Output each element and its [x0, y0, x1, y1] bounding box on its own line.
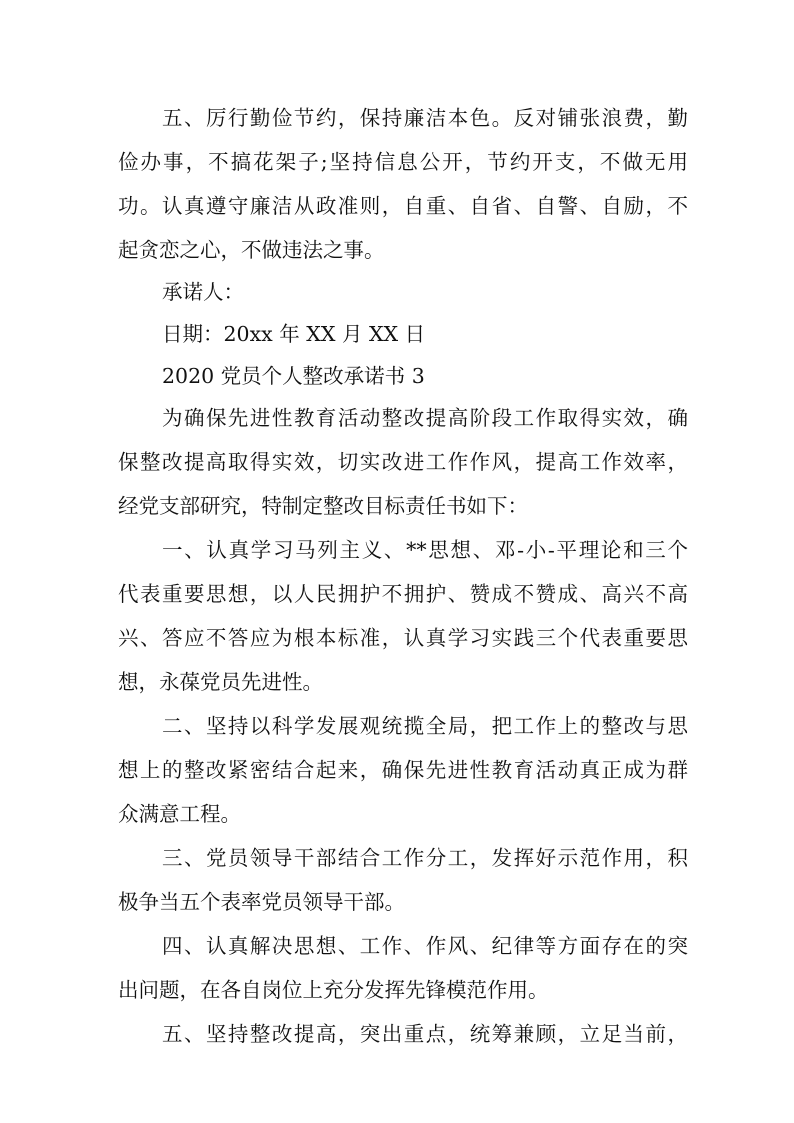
item-1-line-4: 想，永葆党员先进性。	[118, 670, 323, 694]
date-line: 日期：20xx 年 XX 月 XX 日	[162, 322, 426, 346]
item-2-line-3: 众满意工程。	[118, 802, 241, 826]
item-1-line-3: 兴、答应不答应为根本标准，认真学习实践三个代表重要思	[118, 626, 688, 650]
item-4-line-1: 四、认真解决思想、工作、作风、纪律等方面存在的突	[162, 934, 688, 958]
intro-line-3: 经党支部研究，特制定整改目标责任书如下：	[118, 494, 528, 518]
intro-line-2: 保整改提高取得实效，切实改进工作作风，提高工作效率，	[118, 450, 688, 474]
item-5-line-1: 五、坚持整改提高，突出重点，统筹兼顾，立足当前，	[162, 1022, 688, 1046]
intro-line-1: 为确保先进性教育活动整改提高阶段工作取得实效，确	[162, 406, 688, 430]
section-heading: 2020 党员个人整改承诺书 3	[162, 364, 425, 388]
item-1-line-2: 代表重要思想，以人民拥护不拥护、赞成不赞成、高兴不高	[118, 582, 688, 606]
item-3-line-2: 极争当五个表率党员领导干部。	[118, 890, 405, 914]
paragraph-5-line-2: 俭办事，不搞花架子;坚持信息公开，节约开支，不做无用	[118, 150, 688, 174]
item-3-line-1: 三、党员领导干部结合工作分工，发挥好示范作用，积	[162, 846, 688, 870]
item-1-line-1: 一、认真学习马列主义、**思想、邓-小-平理论和三个	[162, 538, 688, 562]
item-4-line-2: 出问题，在各自岗位上充分发挥先锋模范作用。	[118, 978, 549, 1002]
item-2-line-1: 二、坚持以科学发展观统揽全局，把工作上的整改与思	[162, 714, 688, 738]
promisor-label: 承诺人：	[162, 280, 244, 304]
paragraph-5-line-1: 五、厉行勤俭节约，保持廉洁本色。反对铺张浪费，勤	[162, 106, 688, 130]
item-2-line-2: 想上的整改紧密结合起来，确保先进性教育活动真正成为群	[118, 758, 688, 782]
paragraph-5-line-4: 起贪恋之心，不做违法之事。	[118, 238, 385, 262]
paragraph-5-line-3: 功。认真遵守廉洁从政准则，自重、自省、自警、自励，不	[118, 194, 688, 218]
